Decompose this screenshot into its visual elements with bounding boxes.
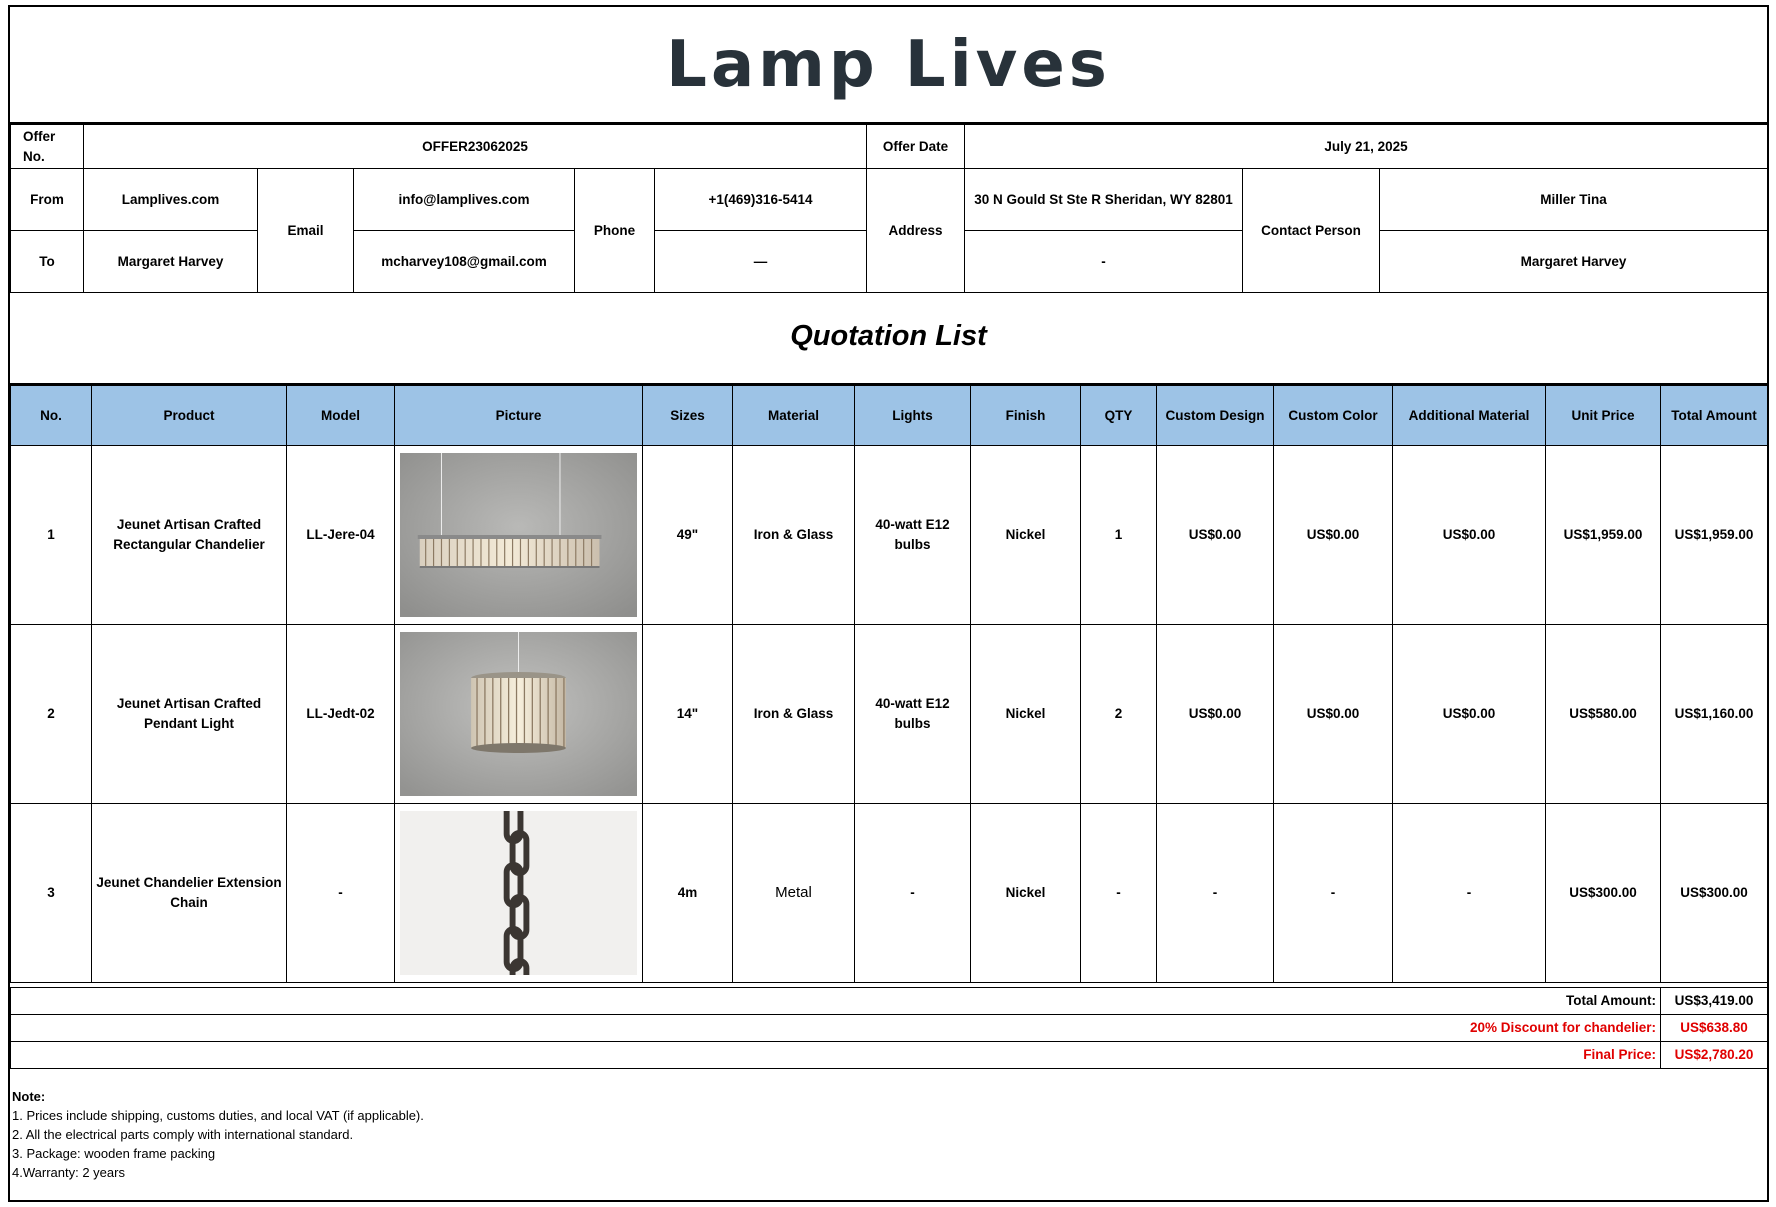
phone-label: Phone	[575, 169, 655, 293]
offer-no-value: OFFER23062025	[84, 125, 867, 169]
col-header: Unit Price	[1546, 386, 1661, 446]
rectangular-chandelier-photo	[400, 453, 637, 617]
notes-title: Note:	[12, 1089, 46, 1104]
item-no: 2	[11, 625, 92, 804]
item-no: 1	[11, 446, 92, 625]
item-total: US$1,959.00	[1661, 446, 1768, 625]
item-model: -	[287, 804, 395, 983]
item-total: US$300.00	[1661, 804, 1768, 983]
final-price-value: US$2,780.20	[1661, 1042, 1768, 1069]
col-header: No.	[11, 386, 92, 446]
item-custom-color: -	[1274, 804, 1393, 983]
item-unit-price: US$580.00	[1546, 625, 1661, 804]
item-size: 14"	[643, 625, 733, 804]
item-size: 4m	[643, 804, 733, 983]
item-custom-design: -	[1157, 804, 1274, 983]
contact-label: Contact Person	[1243, 169, 1380, 293]
total-amount-label: Total Amount:	[11, 988, 1661, 1015]
item-finish: Nickel	[971, 446, 1081, 625]
brand-header	[10, 7, 1767, 124]
item-size: 49"	[643, 446, 733, 625]
item-picture-cell	[395, 625, 643, 804]
to-phone: —	[655, 231, 867, 293]
col-header: Total Amount	[1661, 386, 1768, 446]
to-contact: Margaret Harvey	[1380, 231, 1768, 293]
item-additional-material: -	[1393, 804, 1546, 983]
item-custom-design: US$0.00	[1157, 625, 1274, 804]
to-label: To	[11, 231, 84, 293]
col-header: Custom Design	[1157, 386, 1274, 446]
offer-no-label: Offer No.	[11, 125, 84, 169]
note-line: 1. Prices include shipping, customs duties, and local VAT (if applicable).	[12, 1108, 424, 1123]
total-amount-value: US$3,419.00	[1661, 988, 1768, 1015]
col-header: Additional Material	[1393, 386, 1546, 446]
item-model: LL-Jedt-02	[287, 625, 395, 804]
items-header-row	[11, 386, 1768, 446]
to-name: Margaret Harvey	[84, 231, 258, 293]
item-custom-color: US$0.00	[1274, 446, 1393, 625]
table-row	[11, 625, 1768, 804]
address-label: Address	[867, 169, 965, 293]
col-header: Sizes	[643, 386, 733, 446]
item-unit-price: US$1,959.00	[1546, 446, 1661, 625]
quotation-title: Quotation List	[790, 319, 987, 352]
item-product: Jeunet Chandelier Extension Chain	[92, 804, 287, 983]
item-model: LL-Jere-04	[287, 446, 395, 625]
table-row	[11, 446, 1768, 625]
item-custom-color: US$0.00	[1274, 625, 1393, 804]
notes-section	[10, 1077, 1767, 1192]
discount-value: US$638.80	[1661, 1015, 1768, 1042]
item-custom-design: US$0.00	[1157, 446, 1274, 625]
offer-info-table	[10, 124, 1768, 293]
item-lights: -	[855, 804, 971, 983]
item-product: Jeunet Artisan Crafted Rectangular Chandelier	[92, 446, 287, 625]
offer-date-label: Offer Date	[867, 125, 965, 169]
item-total: US$1,160.00	[1661, 625, 1768, 804]
col-header: Model	[287, 386, 395, 446]
item-qty: 1	[1081, 446, 1157, 625]
brand-logo-text: Lamp Lives	[666, 27, 1111, 102]
quotation-sheet	[8, 5, 1769, 1202]
item-qty: 2	[1081, 625, 1157, 804]
to-address: -	[965, 231, 1243, 293]
item-additional-material: US$0.00	[1393, 446, 1546, 625]
item-finish: Nickel	[971, 804, 1081, 983]
note-line: 2. All the electrical parts comply with international standard.	[12, 1127, 354, 1142]
col-header: Material	[733, 386, 855, 446]
col-header: Picture	[395, 386, 643, 446]
note-line: 3. Package: wooden frame packing	[12, 1146, 216, 1161]
from-contact: Miller Tina	[1380, 169, 1768, 231]
item-lights: 40-watt E12 bulbs	[855, 446, 971, 625]
item-no: 3	[11, 804, 92, 983]
from-label: From	[11, 169, 84, 231]
note-line: 4.Warranty: 2 years	[12, 1165, 125, 1180]
item-picture-cell	[395, 446, 643, 625]
totals-table	[10, 987, 1768, 1069]
item-material: Metal	[733, 804, 855, 983]
col-header: Custom Color	[1274, 386, 1393, 446]
col-header: Product	[92, 386, 287, 446]
col-header: QTY	[1081, 386, 1157, 446]
item-qty: -	[1081, 804, 1157, 983]
drum-pendant-light-photo	[400, 632, 637, 796]
email-label: Email	[258, 169, 354, 293]
col-header: Lights	[855, 386, 971, 446]
discount-label: 20% Discount for chandelier:	[11, 1015, 1661, 1042]
table-row	[11, 804, 1768, 983]
extension-chain-photo	[400, 811, 637, 975]
item-lights: 40-watt E12 bulbs	[855, 625, 971, 804]
item-additional-material: US$0.00	[1393, 625, 1546, 804]
from-phone: +1(469)316-5414	[655, 169, 867, 231]
item-unit-price: US$300.00	[1546, 804, 1661, 983]
from-name: Lamplives.com	[84, 169, 258, 231]
item-picture-cell	[395, 804, 643, 983]
final-price-label: Final Price:	[11, 1042, 1661, 1069]
from-address: 30 N Gould St Ste R Sheridan, WY 82801	[965, 169, 1243, 231]
col-header: Finish	[971, 386, 1081, 446]
to-email: mcharvey108@gmail.com	[354, 231, 575, 293]
item-product: Jeunet Artisan Crafted Pendant Light	[92, 625, 287, 804]
item-material: Iron & Glass	[733, 625, 855, 804]
items-table	[10, 385, 1768, 983]
from-email: info@lamplives.com	[354, 169, 575, 231]
item-finish: Nickel	[971, 625, 1081, 804]
quotation-title-bar	[10, 289, 1767, 385]
item-material: Iron & Glass	[733, 446, 855, 625]
offer-date-value: July 21, 2025	[965, 125, 1768, 169]
